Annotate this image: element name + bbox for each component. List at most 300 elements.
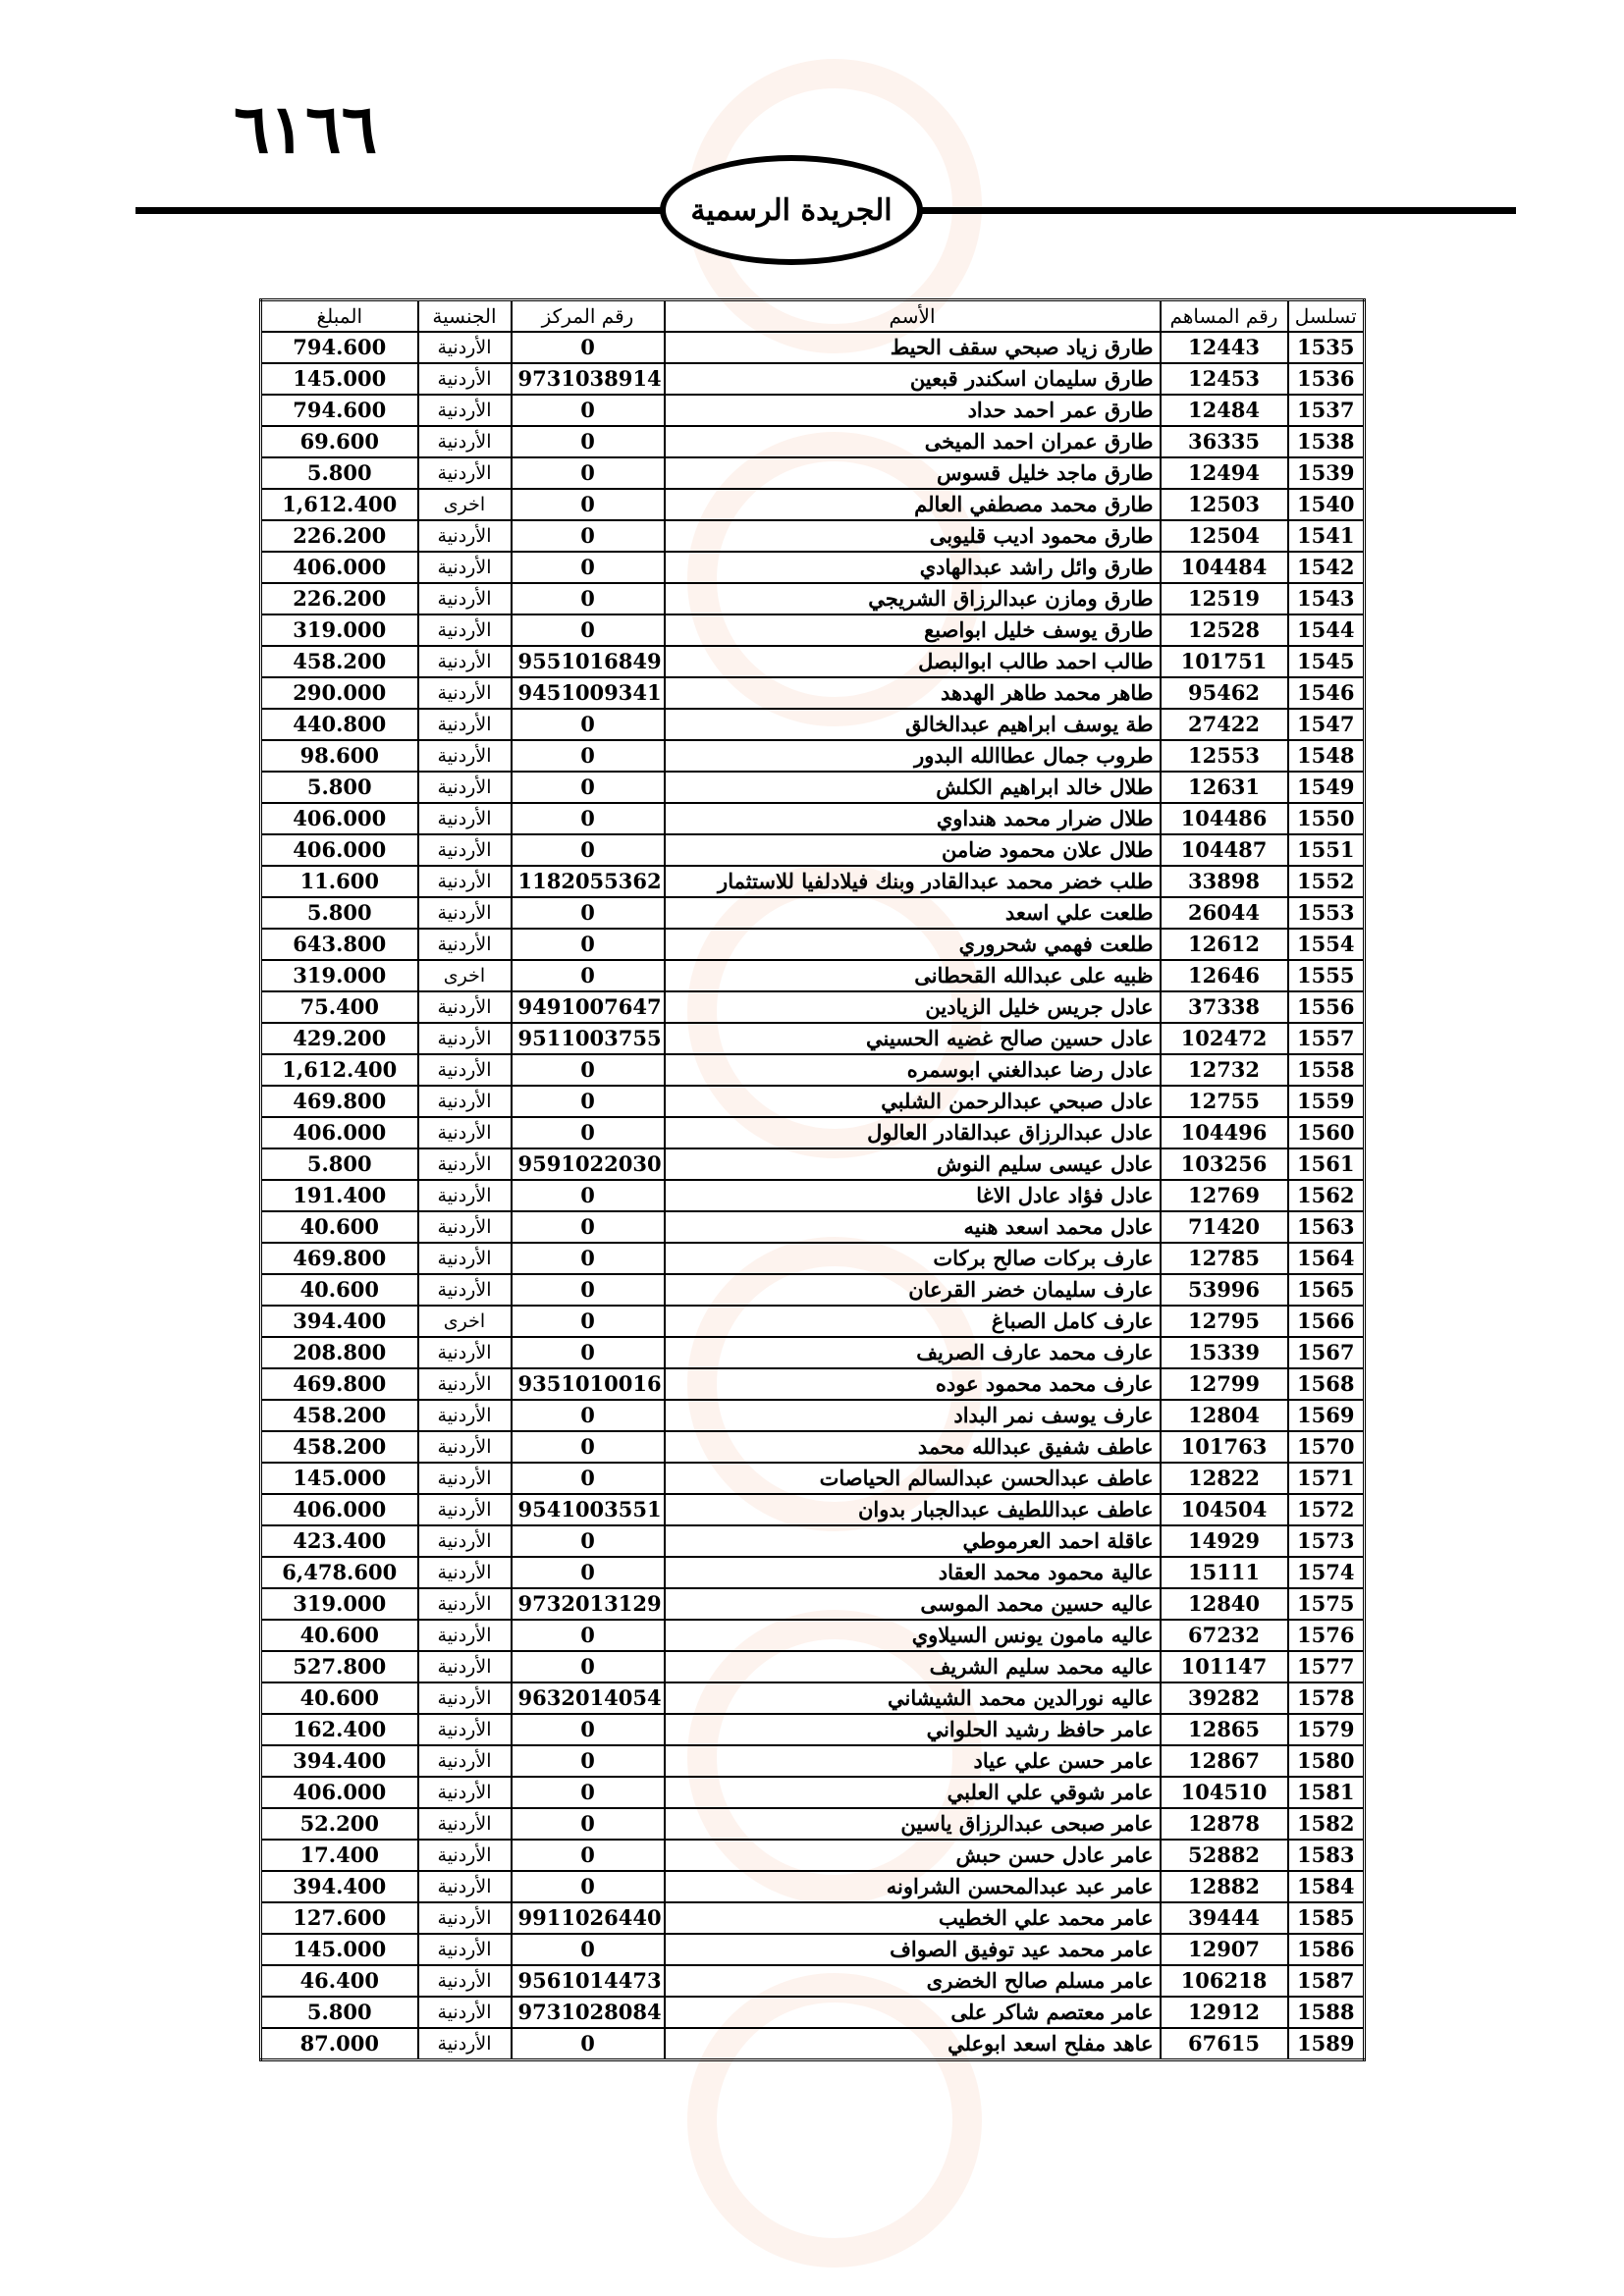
cell-nat: الأردنية xyxy=(418,1777,512,1808)
cell-name: طروب جمال عطاالله البدور xyxy=(665,740,1161,772)
cell-share: 12865 xyxy=(1161,1714,1288,1745)
cell-amt: 423.400 xyxy=(261,1525,418,1557)
cell-center: 0 xyxy=(512,1525,665,1557)
table-row xyxy=(261,1117,1365,1148)
cell-center: 9351010016 xyxy=(512,1368,665,1400)
table-row xyxy=(261,1620,1365,1651)
cell-name: عامر حافظ رشيد الحلواني xyxy=(665,1714,1161,1745)
cell-name: طارق محمد مصطفي العالم xyxy=(665,489,1161,520)
cell-share: 104496 xyxy=(1161,1117,1288,1148)
cell-seq: 1562 xyxy=(1288,1180,1365,1211)
cell-amt: 458.200 xyxy=(261,1431,418,1463)
cell-seq: 1572 xyxy=(1288,1494,1365,1525)
cell-name: طارق عمران احمد الميخى xyxy=(665,426,1161,457)
cell-center: 0 xyxy=(512,395,665,426)
cell-share: 12755 xyxy=(1161,1086,1288,1117)
cell-name: ظبيه على عبدالله القحطانى xyxy=(665,960,1161,991)
header-seq: تسلسل xyxy=(1288,300,1365,333)
cell-amt: 5.800 xyxy=(261,457,418,489)
table-row xyxy=(261,520,1365,552)
cell-seq: 1557 xyxy=(1288,1023,1365,1054)
cell-name: عادل عيسى سليم النوش xyxy=(665,1148,1161,1180)
cell-amt: 394.400 xyxy=(261,1306,418,1337)
cell-share: 15339 xyxy=(1161,1337,1288,1368)
cell-share: 71420 xyxy=(1161,1211,1288,1243)
cell-share: 95462 xyxy=(1161,677,1288,709)
cell-name: عامر معتصم شاكر على xyxy=(665,1997,1161,2028)
cell-seq: 1535 xyxy=(1288,332,1365,363)
cell-seq: 1574 xyxy=(1288,1557,1365,1588)
cell-center: 0 xyxy=(512,552,665,583)
cell-share: 27422 xyxy=(1161,709,1288,740)
cell-amt: 5.800 xyxy=(261,772,418,803)
cell-share: 104510 xyxy=(1161,1777,1288,1808)
cell-amt: 1,612.400 xyxy=(261,489,418,520)
cell-nat: الأردنية xyxy=(418,1431,512,1463)
table-row xyxy=(261,2028,1365,2060)
table-row xyxy=(261,1997,1365,2028)
cell-name: عارف بركات صالح بركات xyxy=(665,1243,1161,1274)
cell-share: 101763 xyxy=(1161,1431,1288,1463)
cell-seq: 1552 xyxy=(1288,866,1365,897)
cell-center: 0 xyxy=(512,772,665,803)
cell-center: 9911026440 xyxy=(512,1902,665,1934)
cell-nat: اخرى xyxy=(418,960,512,991)
cell-name: عامر شوقي علي العلبي xyxy=(665,1777,1161,1808)
cell-share: 12804 xyxy=(1161,1400,1288,1431)
cell-amt: 469.800 xyxy=(261,1086,418,1117)
cell-name: عادل محمد اسعد هنيه xyxy=(665,1211,1161,1243)
header-oval xyxy=(660,155,923,265)
cell-center: 0 xyxy=(512,1086,665,1117)
cell-seq: 1554 xyxy=(1288,929,1365,960)
cell-nat: الأردنية xyxy=(418,583,512,614)
cell-nat: الأردنية xyxy=(418,709,512,740)
cell-amt: 643.800 xyxy=(261,929,418,960)
cell-nat: الأردنية xyxy=(418,1934,512,1965)
header-name: الأسم xyxy=(665,300,1161,333)
cell-seq: 1548 xyxy=(1288,740,1365,772)
cell-amt: 40.600 xyxy=(261,1682,418,1714)
cell-name: عادل فؤاد عادل الاغا xyxy=(665,1180,1161,1211)
cell-amt: 127.600 xyxy=(261,1902,418,1934)
cell-center: 0 xyxy=(512,1745,665,1777)
cell-center: 0 xyxy=(512,960,665,991)
cell-center: 0 xyxy=(512,929,665,960)
table-row xyxy=(261,1337,1365,1368)
cell-amt: 145.000 xyxy=(261,1934,418,1965)
table-row xyxy=(261,1054,1365,1086)
cell-name: طاهر محمد طاهر الهدهد xyxy=(665,677,1161,709)
cell-amt: 290.000 xyxy=(261,677,418,709)
cell-amt: 319.000 xyxy=(261,1588,418,1620)
table-row xyxy=(261,1148,1365,1180)
cell-seq: 1551 xyxy=(1288,834,1365,866)
cell-amt: 429.200 xyxy=(261,1023,418,1054)
cell-seq: 1544 xyxy=(1288,614,1365,646)
table-row xyxy=(261,772,1365,803)
cell-name: طة يوسف ابراهيم عبدالخالق xyxy=(665,709,1161,740)
table-row xyxy=(261,583,1365,614)
cell-seq: 1577 xyxy=(1288,1651,1365,1682)
cell-center: 0 xyxy=(512,1211,665,1243)
cell-name: عارف سليمان خضر القرعان xyxy=(665,1274,1161,1306)
cell-name: طارق يوسف خليل ابواصبع xyxy=(665,614,1161,646)
cell-center: 9551016849 xyxy=(512,646,665,677)
cell-center: 0 xyxy=(512,1054,665,1086)
cell-amt: 458.200 xyxy=(261,1400,418,1431)
cell-nat: الأردنية xyxy=(418,740,512,772)
cell-nat: الأردنية xyxy=(418,1714,512,1745)
cell-seq: 1582 xyxy=(1288,1808,1365,1840)
cell-nat: الأردنية xyxy=(418,2028,512,2060)
cell-name: عاطف عبداللطيف عبدالجبار بدوان xyxy=(665,1494,1161,1525)
header-center: رقم المركز xyxy=(512,300,665,333)
cell-share: 12494 xyxy=(1161,457,1288,489)
cell-seq: 1547 xyxy=(1288,709,1365,740)
table-row xyxy=(261,426,1365,457)
cell-seq: 1565 xyxy=(1288,1274,1365,1306)
cell-name: عادل صبحي عبدالرحمن الشلبي xyxy=(665,1086,1161,1117)
cell-share: 12912 xyxy=(1161,1997,1288,2028)
cell-name: طارق وائل راشد عبدالهادي xyxy=(665,552,1161,583)
cell-seq: 1553 xyxy=(1288,897,1365,929)
table-row xyxy=(261,1588,1365,1620)
cell-share: 104487 xyxy=(1161,834,1288,866)
cell-name: طلب خضر محمد عبدالقادر وبنك فيلادلفيا للاستثمار xyxy=(665,866,1161,897)
cell-center: 0 xyxy=(512,520,665,552)
header-share: رقم المساهم xyxy=(1161,300,1288,333)
cell-name: عاطف عبدالحسن عبدالسالم الحياصات xyxy=(665,1463,1161,1494)
cell-name: عامر مسلم صالح الخضرى xyxy=(665,1965,1161,1997)
cell-seq: 1576 xyxy=(1288,1620,1365,1651)
cell-amt: 469.800 xyxy=(261,1368,418,1400)
cell-nat: الأردنية xyxy=(418,991,512,1023)
gazette-title: الجريدة الرسمية xyxy=(690,192,893,228)
cell-share: 12882 xyxy=(1161,1871,1288,1902)
cell-amt: 98.600 xyxy=(261,740,418,772)
cell-name: طارق زياد صبحي سقف الحيط xyxy=(665,332,1161,363)
cell-center: 0 xyxy=(512,1431,665,1463)
table-row xyxy=(261,1745,1365,1777)
cell-seq: 1563 xyxy=(1288,1211,1365,1243)
cell-nat: الأردنية xyxy=(418,1588,512,1620)
cell-amt: 87.000 xyxy=(261,2028,418,2060)
cell-nat: الأردنية xyxy=(418,614,512,646)
table-row xyxy=(261,1714,1365,1745)
cell-seq: 1561 xyxy=(1288,1148,1365,1180)
cell-share: 67232 xyxy=(1161,1620,1288,1651)
cell-share: 53996 xyxy=(1161,1274,1288,1306)
cell-amt: 75.400 xyxy=(261,991,418,1023)
cell-nat: الأردنية xyxy=(418,363,512,395)
cell-name: عارف يوسف نمر البداد xyxy=(665,1400,1161,1431)
cell-share: 12878 xyxy=(1161,1808,1288,1840)
cell-name: عادل حسين صالح غضيه الحسيني xyxy=(665,1023,1161,1054)
cell-name: طلعت فهمي شحروري xyxy=(665,929,1161,960)
cell-share: 12528 xyxy=(1161,614,1288,646)
cell-nat: الأردنية xyxy=(418,1463,512,1494)
cell-center: 0 xyxy=(512,834,665,866)
cell-amt: 469.800 xyxy=(261,1243,418,1274)
table-row xyxy=(261,1557,1365,1588)
cell-amt: 406.000 xyxy=(261,1777,418,1808)
cell-seq: 1567 xyxy=(1288,1337,1365,1368)
cell-nat: الأردنية xyxy=(418,834,512,866)
cell-name: عامر حسن علي عياد xyxy=(665,1745,1161,1777)
cell-share: 36335 xyxy=(1161,426,1288,457)
cell-seq: 1560 xyxy=(1288,1117,1365,1148)
cell-amt: 40.600 xyxy=(261,1620,418,1651)
cell-name: طارق محمود اديب قليوبى xyxy=(665,520,1161,552)
cell-share: 102472 xyxy=(1161,1023,1288,1054)
table-row xyxy=(261,489,1365,520)
cell-nat: الأردنية xyxy=(418,1808,512,1840)
cell-share: 104484 xyxy=(1161,552,1288,583)
table-row xyxy=(261,395,1365,426)
cell-nat: الأردنية xyxy=(418,1620,512,1651)
cell-share: 33898 xyxy=(1161,866,1288,897)
table-row xyxy=(261,363,1365,395)
cell-amt: 46.400 xyxy=(261,1965,418,1997)
cell-amt: 319.000 xyxy=(261,614,418,646)
cell-nat: الأردنية xyxy=(418,1871,512,1902)
cell-share: 106218 xyxy=(1161,1965,1288,1997)
cell-amt: 527.800 xyxy=(261,1651,418,1682)
cell-center: 0 xyxy=(512,1274,665,1306)
cell-nat: الأردنية xyxy=(418,897,512,929)
cell-seq: 1584 xyxy=(1288,1871,1365,1902)
cell-amt: 5.800 xyxy=(261,897,418,929)
table-row xyxy=(261,1682,1365,1714)
table-row xyxy=(261,1463,1365,1494)
cell-share: 14929 xyxy=(1161,1525,1288,1557)
shareholders-table-wrap xyxy=(259,298,1363,2061)
cell-name: طارق عمر احمد حداد xyxy=(665,395,1161,426)
cell-name: عادل رضا عبدالغني ابوسمره xyxy=(665,1054,1161,1086)
cell-seq: 1539 xyxy=(1288,457,1365,489)
cell-name: عاقلة احمد العرموطي xyxy=(665,1525,1161,1557)
cell-name: عاهد مفلح اسعد ابوعلي xyxy=(665,2028,1161,2060)
cell-name: عالية محمود محمد العقاد xyxy=(665,1557,1161,1588)
cell-nat: الأردنية xyxy=(418,1243,512,1274)
cell-center: 0 xyxy=(512,2028,665,2060)
cell-center: 0 xyxy=(512,1714,665,1745)
cell-seq: 1566 xyxy=(1288,1306,1365,1337)
cell-nat: الأردنية xyxy=(418,1023,512,1054)
table-row xyxy=(261,1525,1365,1557)
cell-seq: 1541 xyxy=(1288,520,1365,552)
cell-nat: الأردنية xyxy=(418,866,512,897)
cell-share: 12732 xyxy=(1161,1054,1288,1086)
cell-amt: 406.000 xyxy=(261,552,418,583)
cell-center: 0 xyxy=(512,426,665,457)
cell-name: عامر عادل حسن حبش xyxy=(665,1840,1161,1871)
cell-center: 0 xyxy=(512,1777,665,1808)
cell-seq: 1556 xyxy=(1288,991,1365,1023)
cell-seq: 1549 xyxy=(1288,772,1365,803)
cell-amt: 162.400 xyxy=(261,1714,418,1745)
cell-share: 103256 xyxy=(1161,1148,1288,1180)
cell-amt: 69.600 xyxy=(261,426,418,457)
cell-seq: 1585 xyxy=(1288,1902,1365,1934)
table-row xyxy=(261,1180,1365,1211)
cell-seq: 1536 xyxy=(1288,363,1365,395)
cell-nat: الأردنية xyxy=(418,1148,512,1180)
table-row xyxy=(261,1777,1365,1808)
cell-nat: الأردنية xyxy=(418,1745,512,1777)
cell-nat: الأردنية xyxy=(418,1117,512,1148)
cell-share: 104504 xyxy=(1161,1494,1288,1525)
table-row xyxy=(261,929,1365,960)
cell-nat: الأردنية xyxy=(418,1400,512,1431)
cell-share: 104486 xyxy=(1161,803,1288,834)
table-row xyxy=(261,1840,1365,1871)
cell-amt: 226.200 xyxy=(261,583,418,614)
table-row xyxy=(261,1934,1365,1965)
cell-amt: 5.800 xyxy=(261,1997,418,2028)
cell-name: طلال علان محمود ضامن xyxy=(665,834,1161,866)
cell-seq: 1588 xyxy=(1288,1997,1365,2028)
cell-share: 52882 xyxy=(1161,1840,1288,1871)
cell-seq: 1575 xyxy=(1288,1588,1365,1620)
table-row xyxy=(261,960,1365,991)
cell-seq: 1579 xyxy=(1288,1714,1365,1745)
cell-name: عامر عبد عبدالمحسن الشراونه xyxy=(665,1871,1161,1902)
table-row xyxy=(261,1243,1365,1274)
cell-center: 0 xyxy=(512,897,665,929)
table-row xyxy=(261,1306,1365,1337)
cell-center: 0 xyxy=(512,1117,665,1148)
table-body xyxy=(261,332,1365,2060)
cell-amt: 6,478.600 xyxy=(261,1557,418,1588)
cell-share: 39282 xyxy=(1161,1682,1288,1714)
cell-amt: 5.800 xyxy=(261,1148,418,1180)
cell-nat: الأردنية xyxy=(418,1525,512,1557)
cell-name: طارق ماجد خليل قسوس xyxy=(665,457,1161,489)
cell-seq: 1570 xyxy=(1288,1431,1365,1463)
cell-seq: 1587 xyxy=(1288,1965,1365,1997)
cell-amt: 145.000 xyxy=(261,363,418,395)
cell-nat: الأردنية xyxy=(418,1494,512,1525)
cell-center: 0 xyxy=(512,489,665,520)
cell-name: طلعت علي اسعد xyxy=(665,897,1161,929)
cell-center: 9511003755 xyxy=(512,1023,665,1054)
table-row xyxy=(261,1431,1365,1463)
cell-name: عارف كامل الصباغ xyxy=(665,1306,1161,1337)
table-row xyxy=(261,457,1365,489)
cell-amt: 11.600 xyxy=(261,866,418,897)
table-row xyxy=(261,803,1365,834)
cell-center: 0 xyxy=(512,1840,665,1871)
cell-seq: 1573 xyxy=(1288,1525,1365,1557)
cell-nat: الأردنية xyxy=(418,1180,512,1211)
cell-center: 9541003551 xyxy=(512,1494,665,1525)
cell-nat: الأردنية xyxy=(418,677,512,709)
cell-name: عاليه نورالدين محمد الشيشاني xyxy=(665,1682,1161,1714)
cell-share: 12769 xyxy=(1161,1180,1288,1211)
cell-center: 9591022030 xyxy=(512,1148,665,1180)
cell-nat: الأردنية xyxy=(418,1368,512,1400)
cell-name: طارق سليمان اسكندر قبعين xyxy=(665,363,1161,395)
cell-name: طلال ضرار محمد هنداوي xyxy=(665,803,1161,834)
cell-name: عاليه محمد سليم الشريف xyxy=(665,1651,1161,1682)
cell-center: 0 xyxy=(512,740,665,772)
cell-share: 12795 xyxy=(1161,1306,1288,1337)
cell-name: عاليه مامون يونس السيلاوي xyxy=(665,1620,1161,1651)
cell-name: عامر محمد علي الخطيب xyxy=(665,1902,1161,1934)
cell-nat: الأردنية xyxy=(418,1086,512,1117)
cell-name: طارق ومازن عبدالرزاق الشريجي xyxy=(665,583,1161,614)
cell-seq: 1550 xyxy=(1288,803,1365,834)
cell-share: 12907 xyxy=(1161,1934,1288,1965)
cell-seq: 1542 xyxy=(1288,552,1365,583)
cell-name: عامر محمد عيد توفيق الصواف xyxy=(665,1934,1161,1965)
cell-center: 0 xyxy=(512,803,665,834)
cell-center: 0 xyxy=(512,1808,665,1840)
cell-center: 0 xyxy=(512,614,665,646)
table-row xyxy=(261,332,1365,363)
cell-share: 12504 xyxy=(1161,520,1288,552)
table-row xyxy=(261,1086,1365,1117)
cell-nat: اخرى xyxy=(418,1306,512,1337)
cell-amt: 394.400 xyxy=(261,1745,418,1777)
cell-nat: الأردنية xyxy=(418,1902,512,1934)
cell-name: عارف محمد عارف الصريف xyxy=(665,1337,1161,1368)
header-nat: الجنسية xyxy=(418,300,512,333)
cell-nat: الأردنية xyxy=(418,646,512,677)
cell-share: 15111 xyxy=(1161,1557,1288,1588)
cell-seq: 1546 xyxy=(1288,677,1365,709)
cell-center: 0 xyxy=(512,1337,665,1368)
cell-seq: 1555 xyxy=(1288,960,1365,991)
cell-center: 1182055362 xyxy=(512,866,665,897)
cell-share: 12799 xyxy=(1161,1368,1288,1400)
table-row xyxy=(261,1368,1365,1400)
cell-share: 12443 xyxy=(1161,332,1288,363)
cell-center: 0 xyxy=(512,709,665,740)
cell-amt: 794.600 xyxy=(261,332,418,363)
cell-nat: الأردنية xyxy=(418,1337,512,1368)
cell-share: 12867 xyxy=(1161,1745,1288,1777)
cell-nat: الأردنية xyxy=(418,552,512,583)
cell-amt: 406.000 xyxy=(261,803,418,834)
cell-seq: 1578 xyxy=(1288,1682,1365,1714)
cell-amt: 406.000 xyxy=(261,834,418,866)
table-row xyxy=(261,1023,1365,1054)
cell-share: 12484 xyxy=(1161,395,1288,426)
cell-nat: الأردنية xyxy=(418,1997,512,2028)
cell-nat: الأردنية xyxy=(418,1211,512,1243)
cell-nat: الأردنية xyxy=(418,1651,512,1682)
cell-center: 9732013129 xyxy=(512,1588,665,1620)
cell-nat: الأردنية xyxy=(418,1840,512,1871)
cell-center: 0 xyxy=(512,1306,665,1337)
cell-nat: اخرى xyxy=(418,489,512,520)
cell-center: 0 xyxy=(512,1620,665,1651)
cell-amt: 226.200 xyxy=(261,520,418,552)
table-row xyxy=(261,740,1365,772)
table-row xyxy=(261,1651,1365,1682)
cell-name: عاليه حسين محمد الموسى xyxy=(665,1588,1161,1620)
cell-share: 12646 xyxy=(1161,960,1288,991)
cell-share: 12785 xyxy=(1161,1243,1288,1274)
cell-center: 0 xyxy=(512,1934,665,1965)
cell-share: 12519 xyxy=(1161,583,1288,614)
cell-share: 101147 xyxy=(1161,1651,1288,1682)
table-row xyxy=(261,1274,1365,1306)
page-number: ٦١٦٦ xyxy=(234,90,378,169)
